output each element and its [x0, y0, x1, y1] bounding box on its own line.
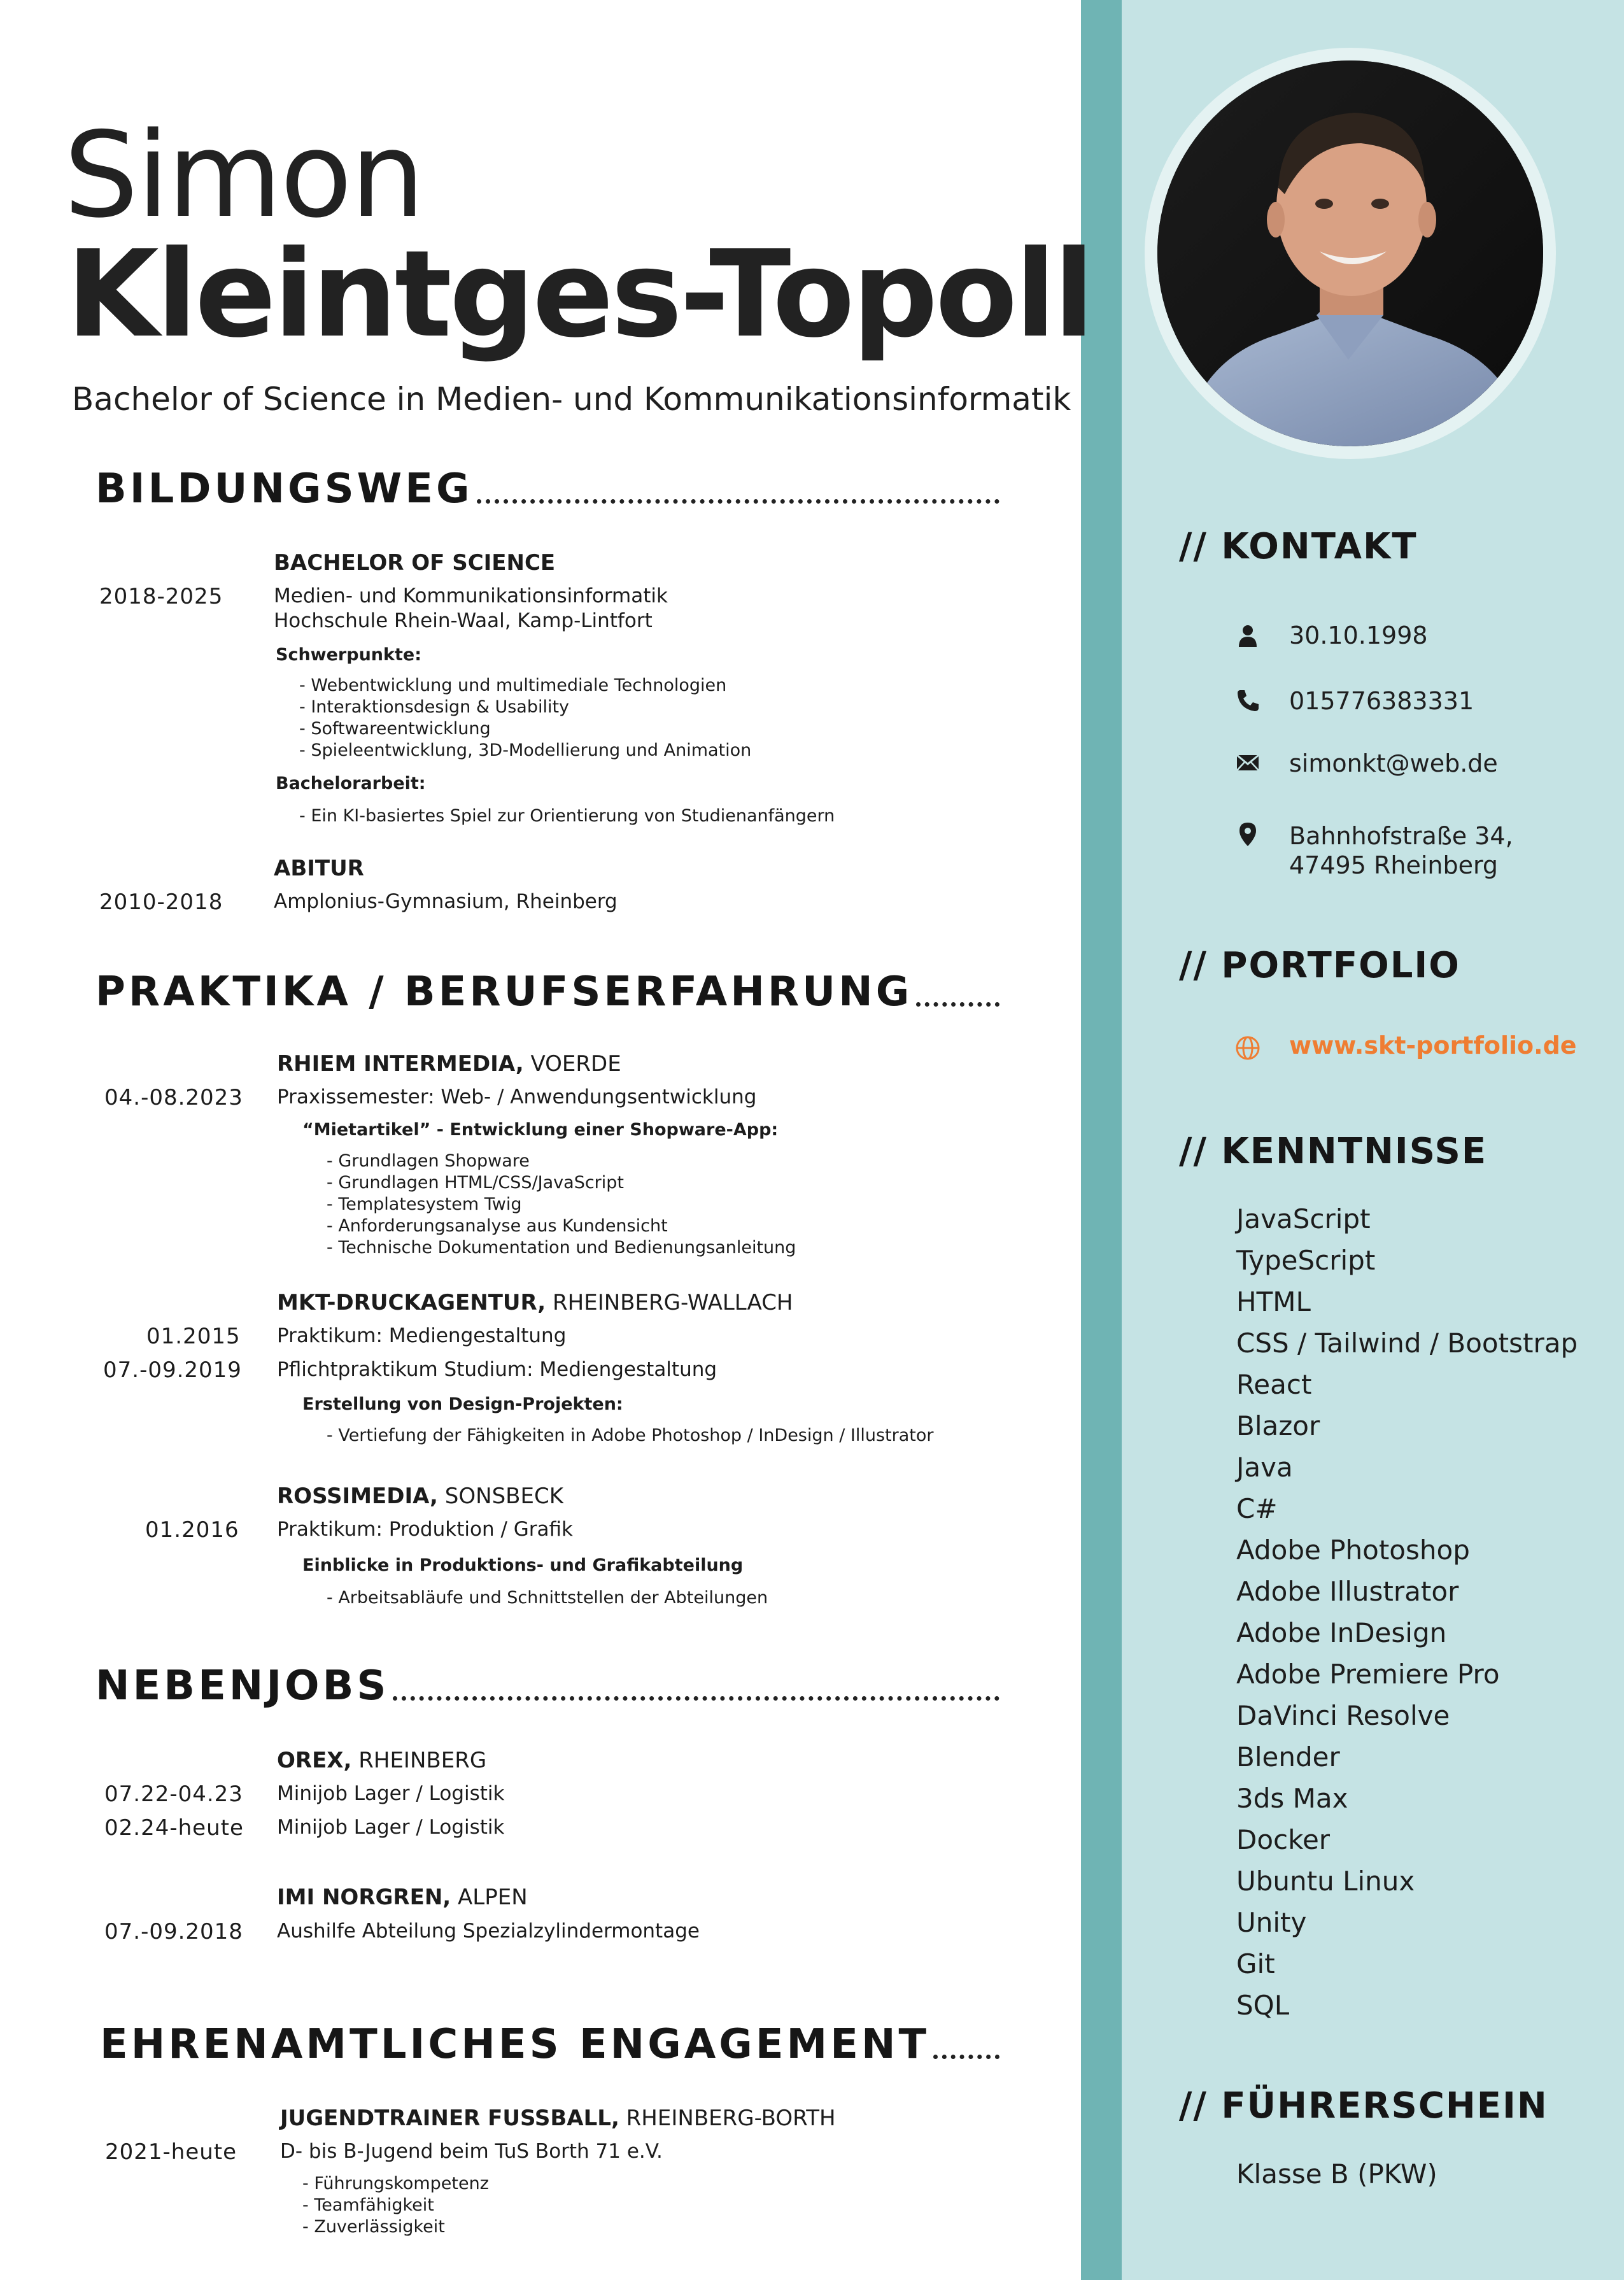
map-pin-icon	[1235, 821, 1260, 847]
bachelor-date: 2018-2025	[99, 584, 223, 609]
skill-item: Docker	[1236, 1824, 1331, 1855]
orex-role-1: Minijob Lager / Logistik	[277, 1782, 505, 1805]
mkt-item: - Vertiefung der Fähigkeiten in Adobe Photoshop / InDesign / Illustrator	[327, 1426, 934, 1445]
person-icon	[1235, 623, 1260, 648]
imi-employer: IMI NORGREN, ALPEN	[277, 1885, 528, 1910]
skill-item: C#	[1236, 1493, 1278, 1524]
focus-item: - Softwareentwicklung	[299, 719, 491, 739]
last-name: Kleintges-Topoll	[66, 225, 1092, 364]
rhiem-item: - Technische Dokumentation und Bedienungsanleitung	[327, 1238, 796, 1257]
mkt-date-2: 07.-09.2019	[103, 1357, 242, 1383]
skills-title: // KENNTNISSE	[1179, 1131, 1488, 1172]
focus-item: - Spieleentwicklung, 3D-Modellierung und Animation	[299, 740, 752, 760]
skill-item: 3ds Max	[1236, 1783, 1348, 1814]
dotted-leader	[477, 499, 1000, 504]
rossi-project: Einblicke in Produktions- und Grafikabteilung	[302, 1555, 744, 1575]
abitur-school: Amplonius-Gymnasium, Rheinberg	[274, 890, 618, 913]
skill-item: HTML	[1236, 1286, 1311, 1317]
email[interactable]: simonkt@web.de	[1289, 749, 1498, 777]
rossi-employer: ROSSIMEDIA, SONSBECK	[277, 1483, 563, 1509]
volunteer-item: - Führungskompetenz	[302, 2174, 489, 2193]
mkt-role-1: Praktikum: Mediengestaltung	[277, 1324, 567, 1347]
rossi-item: - Arbeitsabläufe und Schnittstellen der Abteilungen	[327, 1588, 768, 1608]
skill-item: CSS / Tailwind / Bootstrap	[1236, 1328, 1578, 1359]
skill-item: SQL	[1236, 1990, 1290, 2021]
skill-item: Adobe Illustrator	[1236, 1576, 1459, 1607]
rhiem-role: Praxissemester: Web- / Anwendungsentwicklung	[277, 1086, 757, 1108]
volunteer-item: - Teamfähigkeit	[302, 2195, 434, 2215]
envelope-icon	[1235, 750, 1260, 775]
rhiem-date: 04.-08.2023	[104, 1085, 243, 1110]
thesis-item: - Ein KI-basiertes Spiel zur Orientierung von Studienanfängern	[299, 806, 835, 826]
contact-title: // KONTAKT	[1179, 526, 1418, 567]
skill-item: Adobe Photoshop	[1236, 1534, 1470, 1566]
skill-item: Unity	[1236, 1907, 1307, 1938]
degree-subtitle: Bachelor of Science in Medien- und Kommunikationsinformatik	[72, 381, 1071, 418]
profile-photo	[1157, 60, 1543, 446]
volunteer-item: - Zuverlässigkeit	[302, 2217, 445, 2237]
rossi-date: 01.2016	[145, 1517, 239, 1543]
orex-date-1: 07.22-04.23	[104, 1781, 243, 1807]
bachelor-title: BACHELOR OF SCIENCE	[274, 550, 556, 576]
birthdate: 30.10.1998	[1289, 621, 1428, 649]
skill-item: Git	[1236, 1948, 1275, 1979]
rhiem-item: - Templatesystem Twig	[327, 1194, 522, 1214]
volunteer-date: 2021-heute	[105, 2139, 237, 2165]
skill-item: Ubuntu Linux	[1236, 1866, 1415, 1897]
skill-item: Adobe Premiere Pro	[1236, 1659, 1500, 1690]
address-street: Bahnhofstraße 34,	[1289, 822, 1513, 850]
skill-item: TypeScript	[1236, 1245, 1376, 1276]
rhiem-project: “Mietartikel” - Entwicklung einer Shopware-App:	[302, 1120, 779, 1140]
skill-item: Blazor	[1236, 1410, 1320, 1441]
phone-icon	[1235, 688, 1260, 713]
rossi-role: Praktikum: Produktion / Grafik	[277, 1518, 573, 1541]
rhiem-item: - Anforderungsanalyse aus Kundensicht	[327, 1216, 668, 1236]
mkt-role-2: Pflichtpraktikum Studium: Mediengestaltung	[277, 1358, 717, 1381]
orex-date-2: 02.24-heute	[104, 1815, 244, 1841]
volunteer-role-title: JUGENDTRAINER FUSSBALL, RHEINBERG-BORTH	[280, 2106, 836, 2131]
bachelor-university: Hochschule Rhein-Waal, Kamp-Lintfort	[274, 609, 653, 632]
orex-role-2: Minijob Lager / Logistik	[277, 1816, 505, 1839]
orex-employer: OREX, RHEINBERG	[277, 1748, 487, 1773]
abitur-title: ABITUR	[274, 856, 364, 881]
skill-item: JavaScript	[1236, 1203, 1371, 1235]
rhiem-item: - Grundlagen HTML/CSS/JavaScript	[327, 1173, 625, 1193]
portfolio-link[interactable]: www.skt-portfolio.de	[1289, 1031, 1577, 1059]
rhiem-item: - Grundlagen Shopware	[327, 1151, 530, 1171]
globe-icon	[1235, 1035, 1260, 1061]
skill-item: DaVinci Resolve	[1236, 1700, 1450, 1731]
rhiem-employer: RHIEM INTERMEDIA, VOERDE	[277, 1051, 621, 1077]
skills-list	[1236, 1198, 1578, 2026]
section-education-title: BILDUNGSWEG	[95, 462, 999, 513]
first-name: Simon	[64, 106, 423, 244]
skill-item: Adobe InDesign	[1236, 1617, 1447, 1648]
section-experience-title: PRAKTIKA / BERUFSERFAHRUNG	[95, 965, 999, 1016]
skill-item: Blender	[1236, 1741, 1340, 1773]
section-volunteer-title: EHRENAMTLICHES ENGAGEMENT	[100, 2017, 999, 2068]
volunteer-description: D- bis B-Jugend beim TuS Borth 71 e.V.	[280, 2140, 663, 2163]
license-class: Klasse B (PKW)	[1236, 2158, 1437, 2190]
thesis-label: Bachelorarbeit:	[276, 774, 426, 793]
section-sidejobs-title: NEBENJOBS	[95, 1659, 999, 1710]
mkt-project: Erstellung von Design-Projekten:	[302, 1394, 623, 1414]
address-city: 47495 Rheinberg	[1289, 851, 1499, 879]
portfolio-title: // PORTFOLIO	[1179, 945, 1460, 986]
mkt-date-1: 01.2015	[146, 1324, 241, 1349]
skill-item: Java	[1236, 1452, 1293, 1483]
dotted-leader	[916, 1002, 999, 1007]
focus-label: Schwerpunkte:	[276, 645, 421, 665]
dotted-leader	[393, 1696, 999, 1701]
abitur-date: 2010-2018	[99, 889, 223, 915]
bachelor-program: Medien- und Kommunikationsinformatik	[274, 584, 668, 607]
imi-role: Aushilfe Abteilung Spezialzylindermontage	[277, 1920, 700, 1943]
mkt-employer: MKT-DRUCKAGENTUR, RHEINBERG-WALLACH	[277, 1290, 793, 1315]
phone-number[interactable]: 015776383331	[1289, 687, 1474, 715]
focus-item: - Webentwicklung und multimediale Technologien	[299, 676, 727, 695]
skill-item: React	[1236, 1369, 1312, 1400]
license-title: // FÜHRERSCHEIN	[1179, 2085, 1548, 2127]
imi-date: 07.-09.2018	[104, 1919, 243, 1944]
dotted-leader	[933, 2055, 999, 2059]
focus-item: - Interaktionsdesign & Usability	[299, 697, 570, 717]
